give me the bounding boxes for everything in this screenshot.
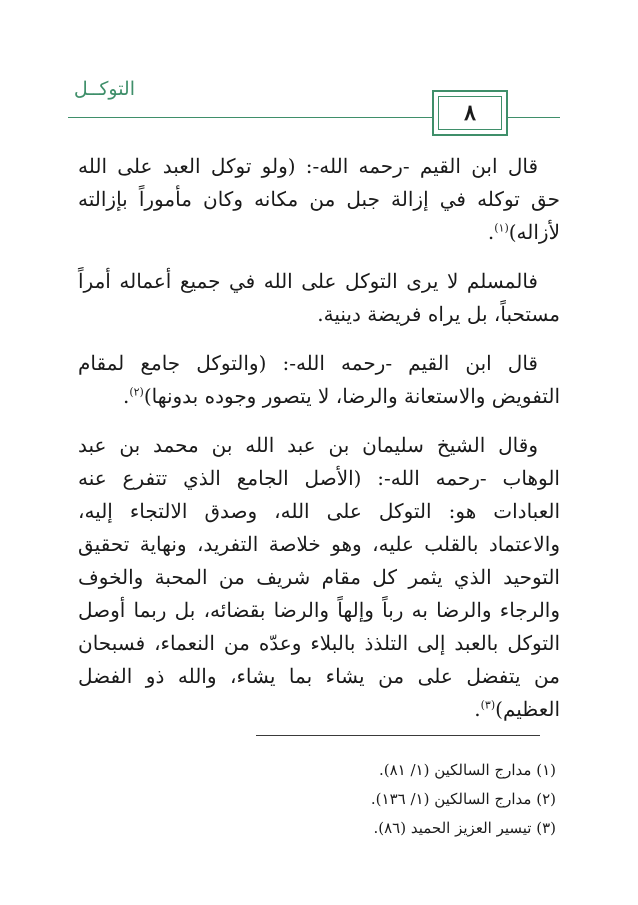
footnote-ref-3: (٣) (480, 698, 496, 712)
paragraph-4-text: وقال الشيخ سليمان بن عبد الله بن محمد بن عبد الوهاب -رحمه الله-: (الأصل الجامع الذي تتفرع عنه العبادات هو: التوكل على الله، وصدق الالتجاء إليه، والاعتماد بالقلب عليه، وهو خلاصة التفريد، ونهاية تحقيق التوحيد الذي يثمر كل مقام شريف من المحبة والخوف والرجاء والرضا به رباً وإلهاً والرضا بقضائه، بل ربما أوصل التوكل بالعبد إلى التلذذ بالبلاء وعدّه من النعماء، فسبحان من يتفضل على من يشاء بما يشاء، والله ذو الفضل العظيم) (78, 433, 560, 721)
footnote-ref-2: (٢) (129, 385, 144, 399)
main-text (78, 150, 560, 742)
paragraph-1-end: . (487, 220, 495, 244)
footnote-3: (٣) تيسير العزيز الحميد (٨٦). (373, 819, 556, 837)
footnote-2: (٢) مدارج السالكين (١/ ١٣٦). (370, 790, 556, 808)
paragraph-4-end: . (474, 697, 481, 721)
footnotes (156, 756, 556, 843)
paragraph-3-end: . (122, 384, 130, 408)
footnote-separator (256, 735, 540, 736)
footnote-ref-1: (١) (494, 221, 509, 235)
page-number-box (432, 90, 508, 136)
paragraph-4 (78, 429, 560, 726)
page-number: ٨ (438, 96, 502, 130)
running-header-title: التوكــل (73, 78, 135, 100)
footnote-1: (١) مدارج السالكين (١/ ٨١). (378, 761, 556, 779)
paragraph-3 (78, 347, 560, 413)
paragraph-1 (78, 150, 560, 249)
paragraph-1-text: قال ابن القيم -رحمه الله-: (ولو توكل العبد على الله حق توكله في إزالة جبل من مكانه وكان مأموراً بإزالته لأزاله) (78, 154, 561, 244)
paragraph-3-text: قال ابن القيم -رحمه الله-: (والتوكل جامع لمقام التفويض والاستعانة والرضا، لا يتصور وجوده بدونها) (78, 351, 560, 408)
paragraph-2: فالمسلم لا يرى التوكل على الله في جميع أعماله أمراً مستحباً، بل يراه فريضة دينية. (78, 269, 560, 326)
